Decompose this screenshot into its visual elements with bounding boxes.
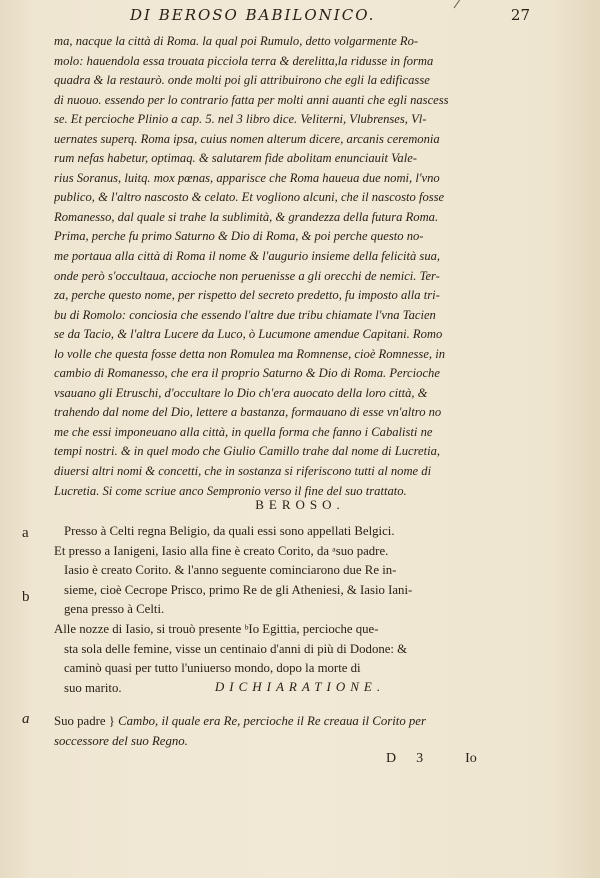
commentary-line: Romanesso, dal quale si trahe la sublimità, & grandezza della futura Roma. <box>54 209 439 224</box>
lemma: Suo padre } <box>54 714 115 728</box>
dichiaratione-text <box>54 712 498 751</box>
gloss: Cambo, il quale era Re, percioche il Re creaua il Corito per <box>118 714 426 728</box>
commentary-line: cambio di Romanesso, che era il proprio Saturno & Dio di Roma. Percioche <box>54 366 440 381</box>
commentary-line: quadra & la restaurò. onde molti poi gli attribuirono che egli la edificasse <box>54 73 430 88</box>
beroso-line: sieme, cioè Cecrope Prisco, primo Re de gli Atheniesi, & Iasio Iani- <box>64 582 413 597</box>
commentary-line: publico, & l'altro nascosto & celato. Et vogliono alcuni, che il nascosto fosse <box>54 190 445 205</box>
commentary-line: rius Soranus, luitq. mox pœnas, apparisce che Roma haueua due nomi, l'vno <box>54 170 440 185</box>
commentary-line: trahendo dal nome del Dio, lettere a bastanza, formauano di esse vn'altro no <box>54 405 442 420</box>
commentary-line: vsauano gli Etruschi, d'occultare lo Dio ch'era auocato della loro città, & <box>54 385 428 400</box>
running-head <box>130 6 530 24</box>
commentary-text <box>54 32 494 501</box>
margin-note-a-dichiaratione: a <box>22 711 30 727</box>
commentary-line: uernates superq. Roma ipsa, cuius nomen alterum dicere, arcanis ceremonia <box>54 131 440 146</box>
commentary-line: rum nefas habetur, optimaq. & salutarem fide abolitam enunciauit Vale- <box>54 151 417 166</box>
beroso-line: sta sola delle femine, visse un centinaio d'anni di più di Dodone: & <box>64 641 408 656</box>
commentary-line: se da Tacio, & l'altra Lucere da Luco, ò Lucumone amendue Capitani. Romo <box>54 327 443 342</box>
beroso-line: Alle nozze di Iasio, si trouò presente ᵇIo Egittia, percioche que- <box>54 621 379 636</box>
commentary-line: me che essi imponeuano alla città, in quella forma che fanno i Cabalisti ne <box>54 424 433 439</box>
signature-letter: D <box>386 751 397 766</box>
beroso-line: Iasio è creato Corito. & l'anno seguente cominciarono due Re in- <box>64 563 397 578</box>
dichiaratione-line <box>54 712 498 732</box>
commentary-line: lo volle che questa fosse detta non Romulea ma Romnense, cioè Romnesse, in <box>54 346 446 361</box>
beroso-line: gena presso à Celti. <box>64 602 165 617</box>
beroso-line: Presso à Celti regna Beligio, da quali essi sono appellati Belgici. <box>64 524 395 538</box>
dichiaratione-line: soccessore del suo Regno. <box>54 733 188 748</box>
commentary-line: tempi nostri. & in quel modo che Giulio Camillo trahe dal nome di Lucretia, <box>54 444 441 459</box>
beroso-line: Et presso a Ianigeni, Iasio alla fine è creato Corito, da ᵃsuo padre. <box>54 543 389 558</box>
commentary-line: za, perche questo nome, per rispetto del secreto predetto, fu imposto alla tri- <box>54 288 440 303</box>
running-head-title: DI BEROSO BABILONICO. <box>130 6 376 24</box>
margin-note-a: a <box>22 525 29 541</box>
beroso-heading: BEROSO. <box>255 497 345 512</box>
commentary-line: di nuouo. essendo per lo contrario fatta per molti anni auanti che egli nascess <box>54 92 449 107</box>
catchword: Io <box>465 751 477 766</box>
commentary-line: ma, nacque la città di Roma. la qual poi Rumulo, detto volgarmente Ro- <box>54 34 419 48</box>
signature-number: 3 <box>416 751 424 766</box>
commentary-line: molo: hauendola essa trouata picciola terra & derelitta,la ridusse in forma <box>54 53 434 68</box>
commentary-line: Lucretia. Si come scriue anco Sempronio verso il fine del suo trattato. <box>54 483 407 498</box>
commentary-line: se. Et percioche Plinio a cap. 5. nel 3 libro dice. Veliterni, Vlubrenses, Vl- <box>54 112 427 127</box>
beroso-line: caminò quasi per tutto l'uniuerso mondo, dopo la morte di <box>64 661 361 676</box>
page-number: 27 <box>510 6 530 24</box>
dichiaratione-heading: DICHIARATIONE. <box>214 679 386 694</box>
commentary-line: diuersi altri nomi & concetti, che in sostanza si riferiscono tutti al nome di <box>54 464 432 479</box>
commentary-line: me portaua alla città di Roma il nome & l'augurio insieme della felicità sua, <box>54 249 441 264</box>
beroso-line: suo marito. <box>64 680 122 695</box>
beroso-text <box>54 522 498 698</box>
commentary-line: Prima, perche fu primo Saturno & Dio di Roma, & poi perche questo no- <box>54 229 424 244</box>
commentary-line: bu di Romolo: conciosia che essendo l'altre due tribu chiamate l'vna Tacien <box>54 307 436 322</box>
signature-mark <box>386 751 497 767</box>
commentary-line: onde però s'occultaua, accioche non peruenisse a gli orecchi de nemici. Ter- <box>54 268 440 283</box>
margin-note-b: b <box>22 589 30 605</box>
